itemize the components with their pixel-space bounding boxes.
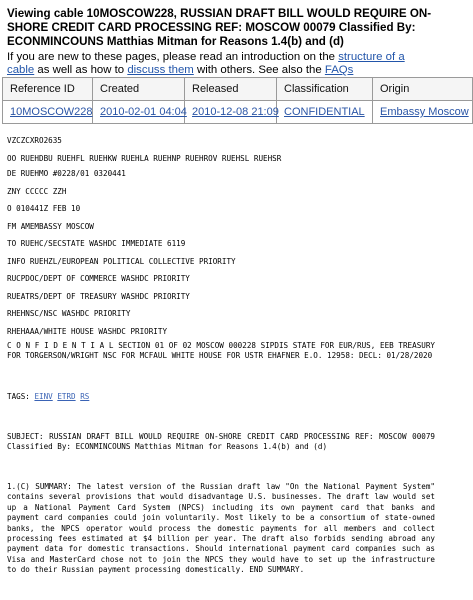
cable-line: VZCZCXRO2635 (7, 136, 62, 145)
cable-line: INFO RUEHZL/EUROPEAN POLITICAL COLLECTIVE PRIORITY (7, 257, 236, 266)
cable-line: FM AMEMBASSY MOSCOW (7, 222, 94, 231)
header-reference-id: Reference ID (3, 78, 93, 101)
header-classification: Classification (277, 78, 373, 101)
origin-link[interactable]: Embassy Moscow (373, 101, 473, 124)
cable-line: ZNY CCCCC ZZH (7, 187, 67, 196)
cable-line: DE RUEHMO #0228/01 0320441 (7, 169, 126, 178)
meta-header-row (3, 78, 473, 101)
subject-paragraph: SUBJECT: RUSSIAN DRAFT BILL WOULD REQUIRE ON-SHORE CREDIT CARD PROCESSING REF: MOSCOW 00079 Classified By: ECONMINCOUNS Matthias Mitman for Reasons 1.4(b) and (d) (7, 432, 435, 452)
cable-line: TO RUEHC/SECSTATE WASHDC IMMEDIATE 6119 (7, 239, 186, 248)
summary-paragraph: 1.(C) SUMMARY: The latest version of the Russian draft law "On the National Payment System" contains several provisions that would disadvantage U.S. businesses. The draft law would set up a National Payment Card System (NPCS) including its own payment card that banks and payment card companies could join voluntarily. Most likely to be a consortium of state-owned banks, the NPCS operator would process the domestic payments for all members and collect processing fees estimated at $4 billion per year. The draft also forbids sending abroad any payment data for domestic transactions. Should international payment card companies such as Visa and MasterCard chose not to join the NPCS they would have to set up the infrastructure to do their Russian payment processing domestically. END SUMMARY. (7, 482, 435, 575)
tags-label: TAGS: (7, 392, 35, 401)
cable-line: RUCPDOC/DEPT OF COMMERCE WASHDC PRIORITY (7, 274, 190, 283)
intro-text (7, 51, 435, 77)
cable-line: O 010441Z FEB 10 (7, 204, 81, 213)
reference-id-link[interactable]: 10MOSCOW228 (3, 101, 93, 124)
header-created: Created (93, 78, 185, 101)
faqs-link[interactable]: FAQs (324, 64, 354, 76)
cable-line: RHEHAAA/WHITE HOUSE WASHDC PRIORITY (7, 327, 168, 336)
cable-line: RHEHNSC/NSC WASHDC PRIORITY (7, 309, 131, 318)
tag-einv-link[interactable]: EINV (34, 392, 53, 401)
page-title: Viewing cable 10MOSCOW228, RUSSIAN DRAFT BILL WOULD REQUIRE ON-SHORE CREDIT CARD PROCESSING REF: MOSCOW 00079 Classified By: ECONMINCOUNS Matthias Mitman for Reasons 1.4(b) and (d) (7, 7, 432, 48)
cable-meta-table (2, 77, 473, 124)
cable-line: RUEATRS/DEPT OF TREASURY WASHDC PRIORITY (7, 292, 190, 301)
cable-line: OO RUEHDBU RUEHFL RUEHKW RUEHLA RUEHNP RUEHROV RUEHSL RUEHSR (7, 154, 282, 163)
confidential-section-paragraph: C O N F I D E N T I A L SECTION 01 OF 02 MOSCOW 000228 SIPDIS STATE FOR EUR/RUS, EEB TREASURY FOR TORGERSON/WRIGHT NSC FOR MCFAUL WHITE HOUSE FOR USTR EHAFNER E.O. 12958: DECL: 01/28/2020 (7, 341, 435, 361)
classification-link[interactable]: CONFIDENTIAL (277, 101, 373, 124)
header-origin: Origin (373, 78, 473, 101)
released-date-link[interactable]: 2010-12-08 21:09 (185, 101, 277, 124)
discuss-link[interactable]: discuss them (127, 64, 194, 76)
tags-line (7, 392, 89, 401)
intro-text-1: If you are new to these pages, please read an introduction on the (7, 51, 339, 63)
header-released: Released (185, 78, 277, 101)
intro-text-2: as well as how to (34, 64, 128, 76)
created-date-link[interactable]: 2010-02-01 04:04 (93, 101, 185, 124)
structure-link[interactable]: structure of a cable (7, 51, 405, 76)
tag-etrd-link[interactable]: ETRD (57, 392, 76, 401)
meta-value-row (3, 101, 473, 124)
tag-rs-link[interactable]: RS (80, 392, 90, 401)
intro-text-3: with others. See also the (193, 64, 325, 76)
